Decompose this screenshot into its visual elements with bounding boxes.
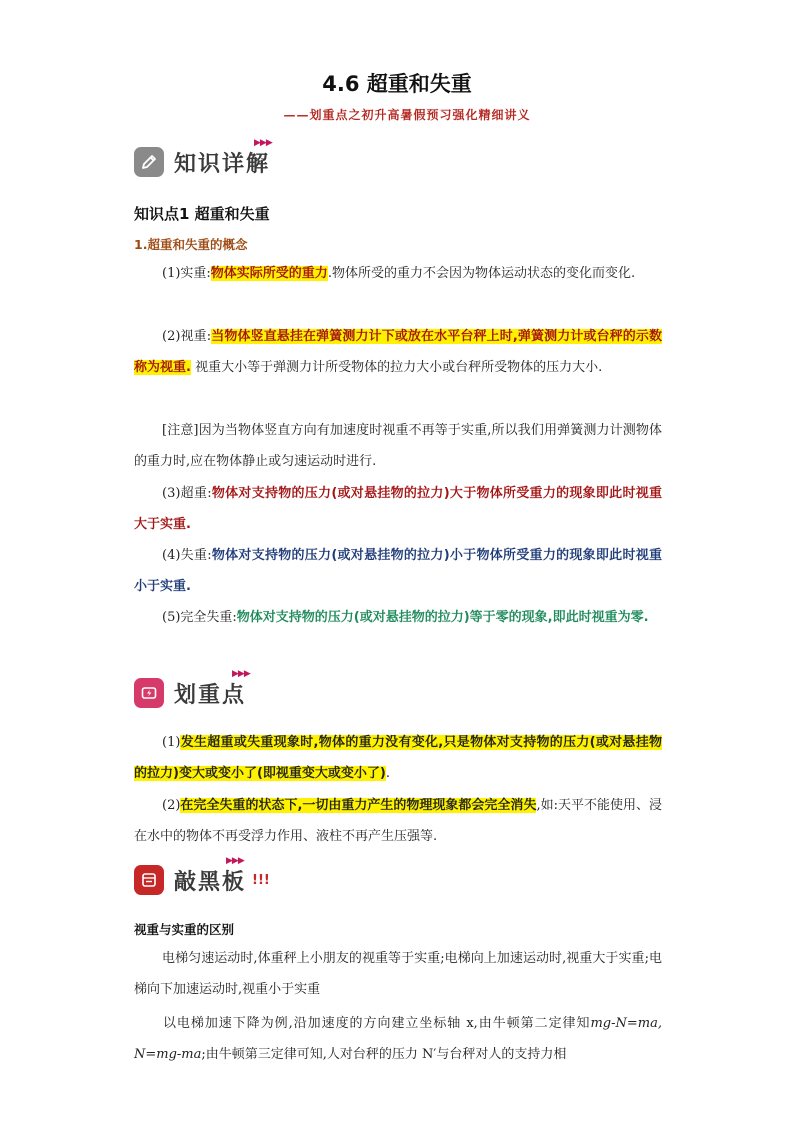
arrows-icon: ▶▶▶: [226, 856, 244, 866]
page-title: 4.6 超重和失重: [322, 72, 472, 96]
board-paragraph-2: 以电梯加速下降为例,沿加速度的方向建立坐标轴 x,由牛顿第二定律知mg-N=ma, N=mg-ma;由牛顿第三定律可知,人对台秤的压力 N′与台秤对人的支持力相: [134, 1016, 662, 1062]
paragraph-note: [注意]因为当物体竖直方向有加速度时视重不再等于实重,所以我们用弹簧测力计测物体的重力时,应在物体静止或匀速运动时进行.: [134, 423, 662, 469]
section-heading: 知识点1 超重和失重: [134, 205, 270, 223]
lightning-icon: [134, 678, 164, 708]
paragraph-complete-weightlessness: (5)完全失重:物体对支持物的压力(或对悬挂物的拉力)等于零的现象,即此时视重为零.: [162, 610, 649, 625]
exclamation-marks: !!!: [252, 872, 270, 888]
board-icon: [134, 865, 164, 895]
key-points-badge: [134, 669, 250, 713]
pencil-icon: [134, 147, 164, 177]
paragraph-real-weight: (1)实重:物体实际所受的重力.物体所受的重力不会因为物体运动状态的变化而变化.: [162, 266, 636, 281]
arrows-icon: ▶▶▶: [232, 669, 250, 679]
blackboard-badge: [134, 856, 270, 900]
key-point-2: (2)在完全失重的状态下,一切由重力产生的物理现象都会完全消失,如:天平不能使用、浸在水中的物体不再受浮力作用、液柱不再产生压强等.: [134, 798, 662, 844]
page-subtitle: ——划重点之初升高暑假预习强化精细讲义: [283, 108, 531, 122]
knowledge-badge: [134, 138, 274, 182]
paragraph-overweight: (3)超重:物体对支持物的压力(或对悬挂物的拉力)大于物体所受重力的现象即此时视重大于实重.: [134, 486, 662, 532]
subsection-heading: 1.超重和失重的概念: [134, 237, 248, 252]
paragraph-apparent-weight: (2)视重:当物体竖直悬挂在弹簧测力计下或放在水平台秤上时,弹簧测力计或台秤的示数称为视重. 视重大小等于弹测力计所受物体的拉力大小或台秤所受物体的压力大小.: [134, 329, 662, 375]
arrows-icon: ▶▶▶: [254, 138, 272, 148]
blackboard-badge-label: 敲黑板: [170, 865, 250, 896]
board-paragraph-1: 电梯匀速运动时,体重秤上小朋友的视重等于实重;电梯向上加速运动时,视重大于实重;电梯向下加速运动时,视重小于实重: [134, 951, 662, 997]
paragraph-weightlessness: (4)失重:物体对支持物的压力(或对悬挂物的拉力)小于物体所受重力的现象即此时视重小于实重.: [134, 548, 662, 594]
key-point-1: (1)发生超重或失重现象时,物体的重力没有变化,只是物体对支持物的压力(或对悬挂物的拉力)变大或变小了(即视重变大或变小了).: [134, 735, 662, 781]
knowledge-badge-label: 知识详解: [170, 147, 274, 178]
board-heading: 视重与实重的区别: [134, 922, 235, 937]
key-points-badge-label: 划重点: [170, 678, 250, 709]
